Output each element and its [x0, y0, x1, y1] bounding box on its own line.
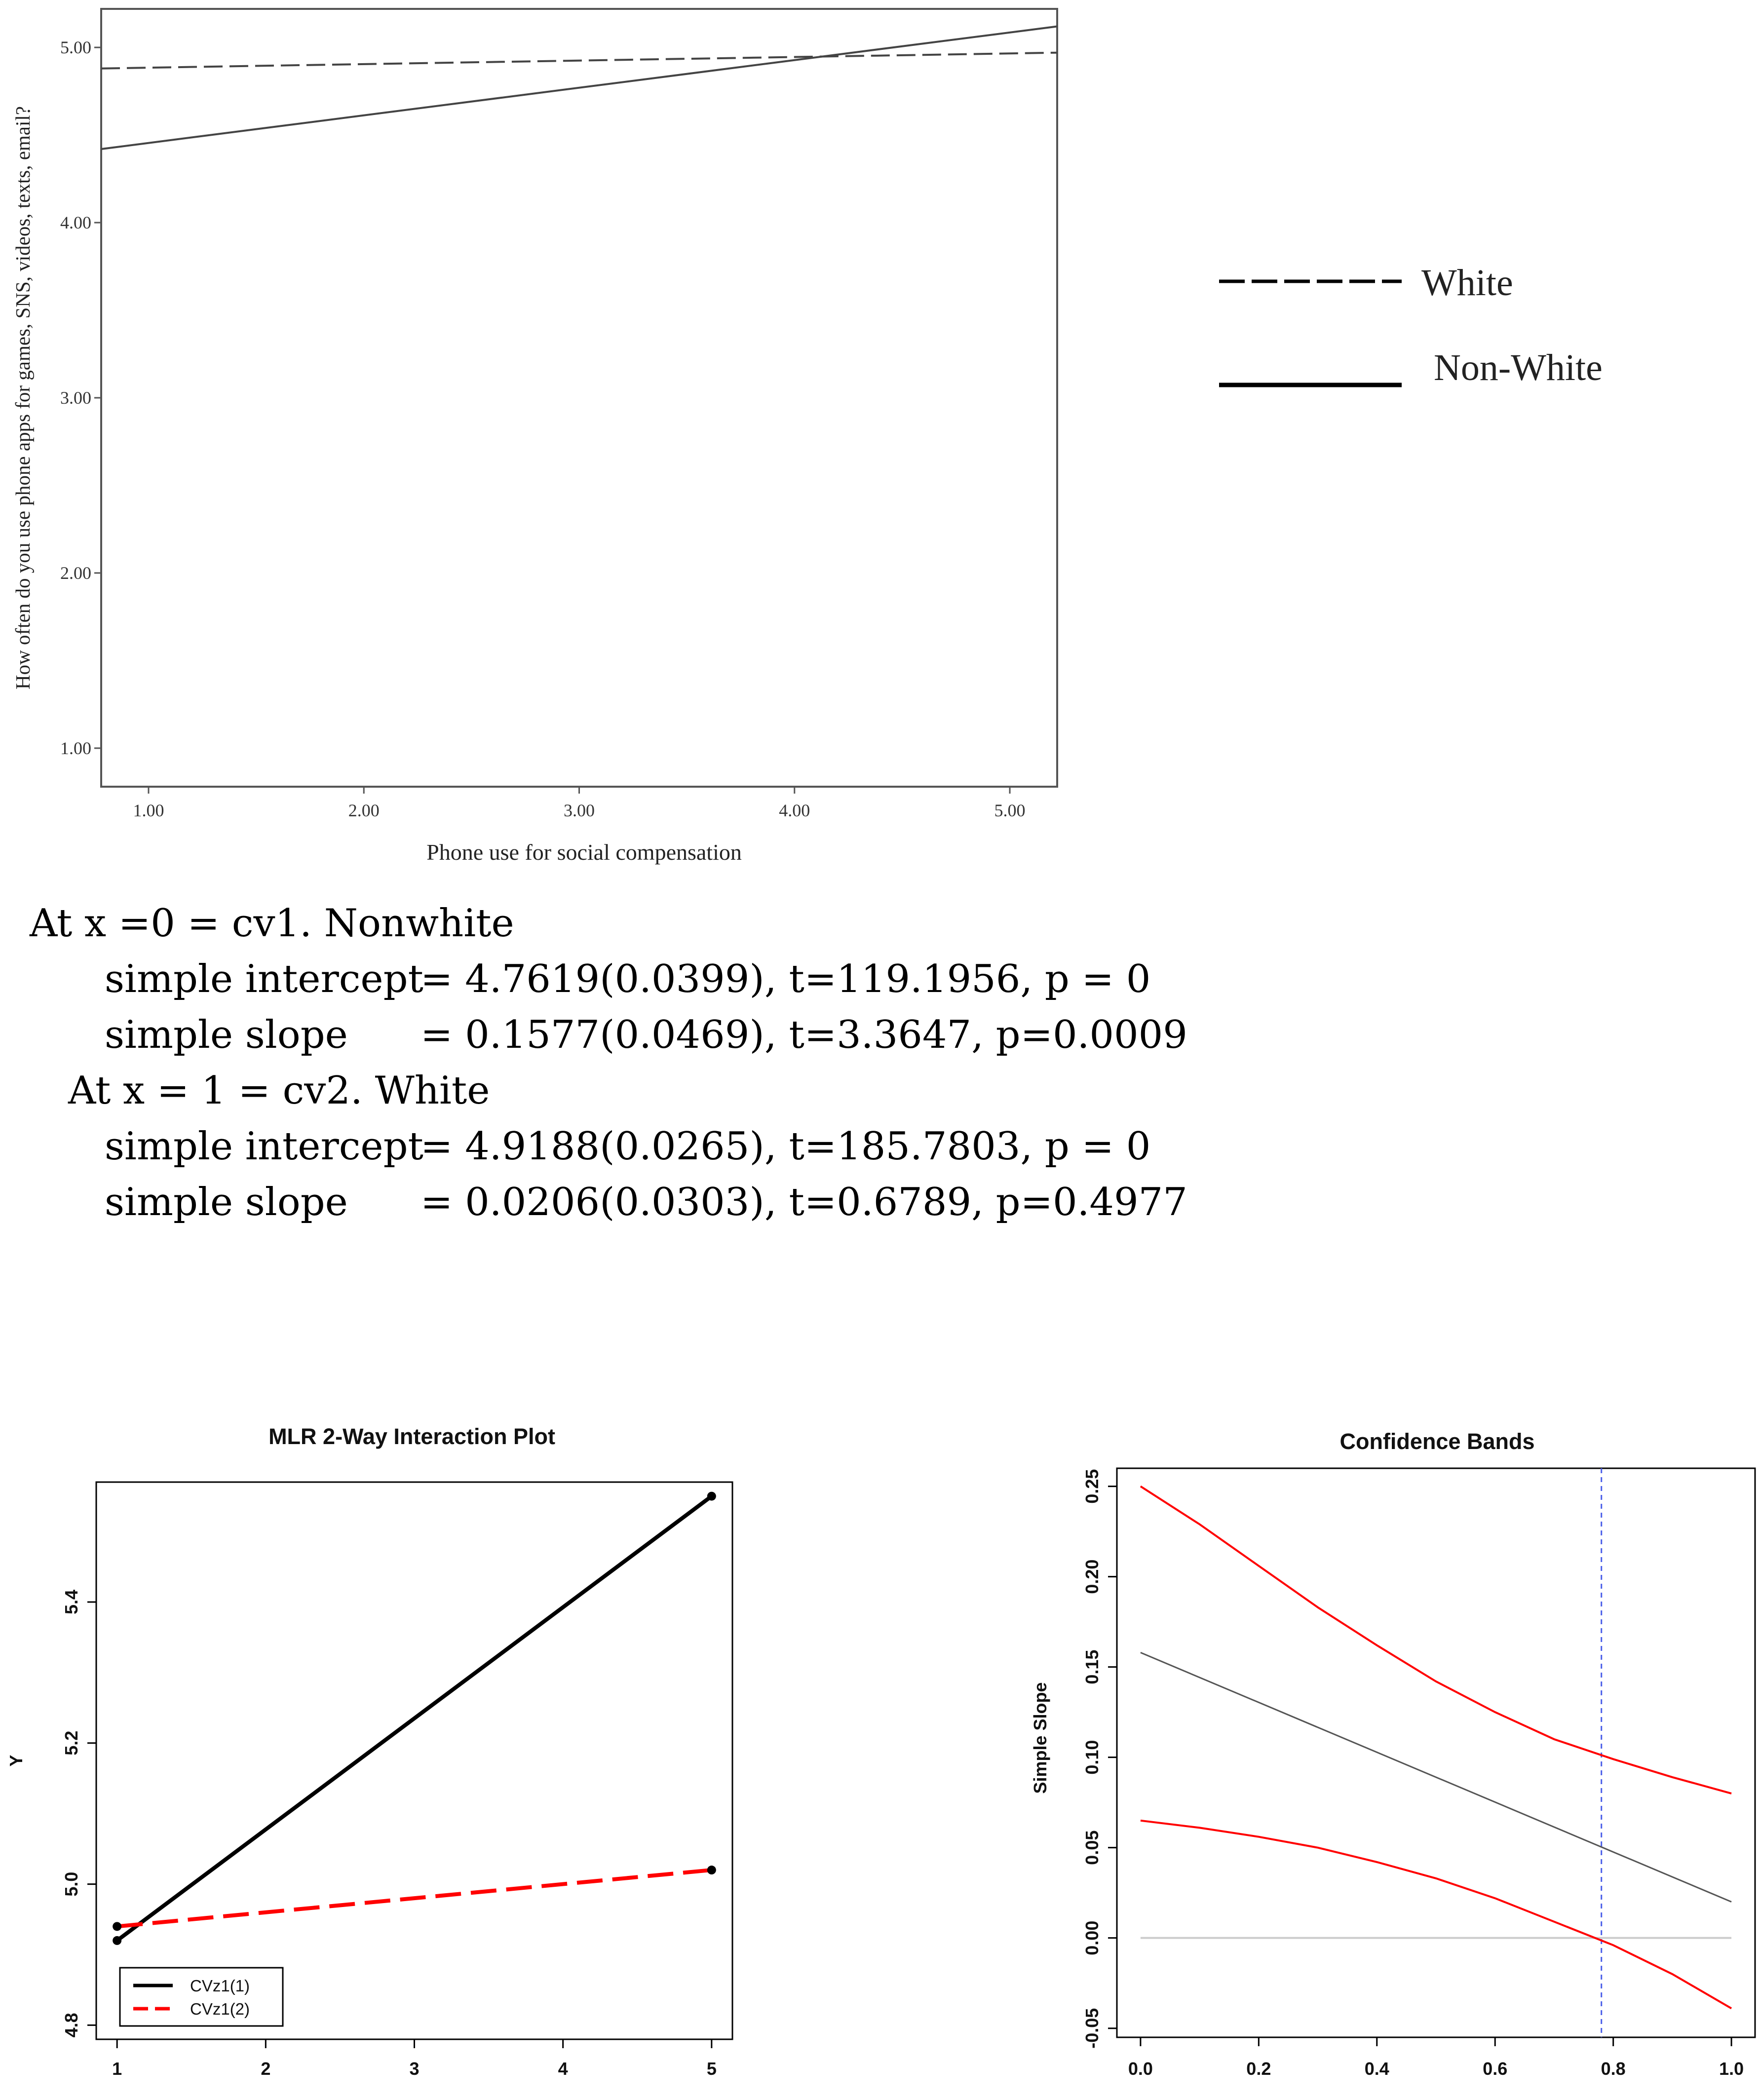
line-cvz1-1-	[117, 1496, 712, 1941]
x-tick-label: 5	[706, 2059, 717, 2079]
y-tick-label: 0.20	[1082, 1559, 1102, 1594]
cv1-intercept-row	[30, 952, 1165, 1007]
y-axis-label: Y	[6, 1755, 26, 1767]
x-tick-label: 3.00	[564, 801, 595, 820]
y-tick-label: 5.4	[61, 1589, 81, 1614]
cv1-heading: At x =0 = cv1. Nonwhite	[30, 901, 514, 946]
y-axis-label: Simple Slope	[1030, 1682, 1050, 1794]
line-cvz1-2-	[117, 1870, 712, 1926]
cv1-slope-label: simple slope	[105, 1013, 348, 1057]
y-tick-label: 0.25	[1082, 1469, 1102, 1504]
chart-title: Confidence Bands	[1339, 1429, 1535, 1454]
y-axis-label: How often do you use phone apps for games, SNS, videos, texts, email?	[11, 106, 34, 689]
y-tick-label: 5.2	[61, 1730, 81, 1756]
y-tick-label: 0.10	[1082, 1740, 1102, 1775]
legend-label-cvz1-2-: CVz1(2)	[190, 2000, 250, 2018]
cv2-intercept-row	[30, 1119, 1165, 1175]
x-tick-label: 1.00	[133, 801, 164, 820]
chart-confidence-bands	[1030, 1429, 1755, 2079]
plot-frame	[1117, 1468, 1755, 2037]
cv1-slope-row	[30, 1007, 1187, 1063]
x-tick-label: 1	[112, 2059, 122, 2079]
lower-confidence-band	[1141, 1821, 1731, 2009]
x-tick-label: 0.8	[1601, 2059, 1626, 2079]
x-tick-label: 5.00	[994, 801, 1026, 820]
x-tick-label: 0.0	[1128, 2059, 1153, 2079]
x-tick-label: 4.00	[779, 801, 810, 820]
point-cvz1-1-	[707, 1492, 716, 1501]
legend-label-cvz1-1-: CVz1(1)	[190, 1977, 250, 1995]
legend-label-non-white: Non-White	[1434, 347, 1603, 388]
x-tick-label: 0.4	[1364, 2059, 1389, 2079]
y-tick-label: 0.15	[1082, 1649, 1102, 1684]
cv1-intercept-value: = 4.7619(0.0399), t=119.1956, p = 0	[421, 957, 1151, 1001]
simple-slopes-summary	[30, 896, 1187, 1230]
simple-slope-line	[1141, 1652, 1731, 1902]
chart-phone-apps-by-compensation	[11, 9, 1603, 865]
cv2-slope-label: simple slope	[105, 1180, 348, 1224]
legend-label-white: White	[1421, 262, 1513, 304]
x-tick-label: 0.2	[1246, 2059, 1271, 2079]
x-tick-label: 2.00	[348, 801, 380, 820]
cv1-slope-value: = 0.1577(0.0469), t=3.3647, p=0.0009	[421, 1013, 1187, 1057]
y-tick-label: 5.00	[60, 38, 91, 58]
y-tick-label: 5.0	[61, 1871, 81, 1897]
x-tick-label: 0.6	[1483, 2059, 1508, 2079]
chart-title: MLR 2-Way Interaction Plot	[268, 1424, 555, 1449]
y-tick-label: 2.00	[60, 563, 91, 583]
line-non-white	[101, 27, 1057, 150]
line-white	[101, 53, 1057, 69]
point-cvz1-2-	[707, 1866, 716, 1874]
x-axis-label: Phone use for social compensation	[426, 840, 742, 865]
y-tick-label: 0.05	[1082, 1830, 1102, 1865]
y-tick-label: 0.00	[1082, 1920, 1102, 1955]
cv2-heading: At x = 1 = cv2. White	[68, 1069, 490, 1113]
cv2-slope-value: = 0.0206(0.0303), t=0.6789, p=0.4977	[421, 1180, 1187, 1224]
plot-frame	[96, 1482, 732, 2039]
y-tick-label: 4.00	[60, 213, 91, 233]
y-tick-label: 1.00	[60, 738, 91, 758]
cv2-slope-row	[30, 1175, 1187, 1230]
cv2-intercept-label: simple intercept	[105, 1124, 423, 1169]
plot-frame	[101, 9, 1057, 787]
cv2-intercept-value: = 4.9188(0.0265), t=185.7803, p = 0	[421, 1124, 1151, 1169]
x-tick-label: 1.0	[1719, 2059, 1744, 2079]
x-tick-label: 4	[558, 2059, 568, 2079]
y-tick-label: 3.00	[60, 388, 91, 408]
point-cvz1-2-	[113, 1922, 121, 1931]
x-tick-label: 2	[261, 2059, 271, 2079]
cv1-intercept-label: simple intercept	[105, 957, 423, 1001]
y-tick-label: 4.8	[61, 2013, 81, 2038]
upper-confidence-band	[1141, 1487, 1731, 1794]
chart-mlr-interaction	[6, 1424, 732, 2079]
x-tick-label: 3	[409, 2059, 420, 2079]
point-cvz1-1-	[113, 1936, 121, 1945]
y-tick-label: -0.05	[1082, 2008, 1102, 2049]
